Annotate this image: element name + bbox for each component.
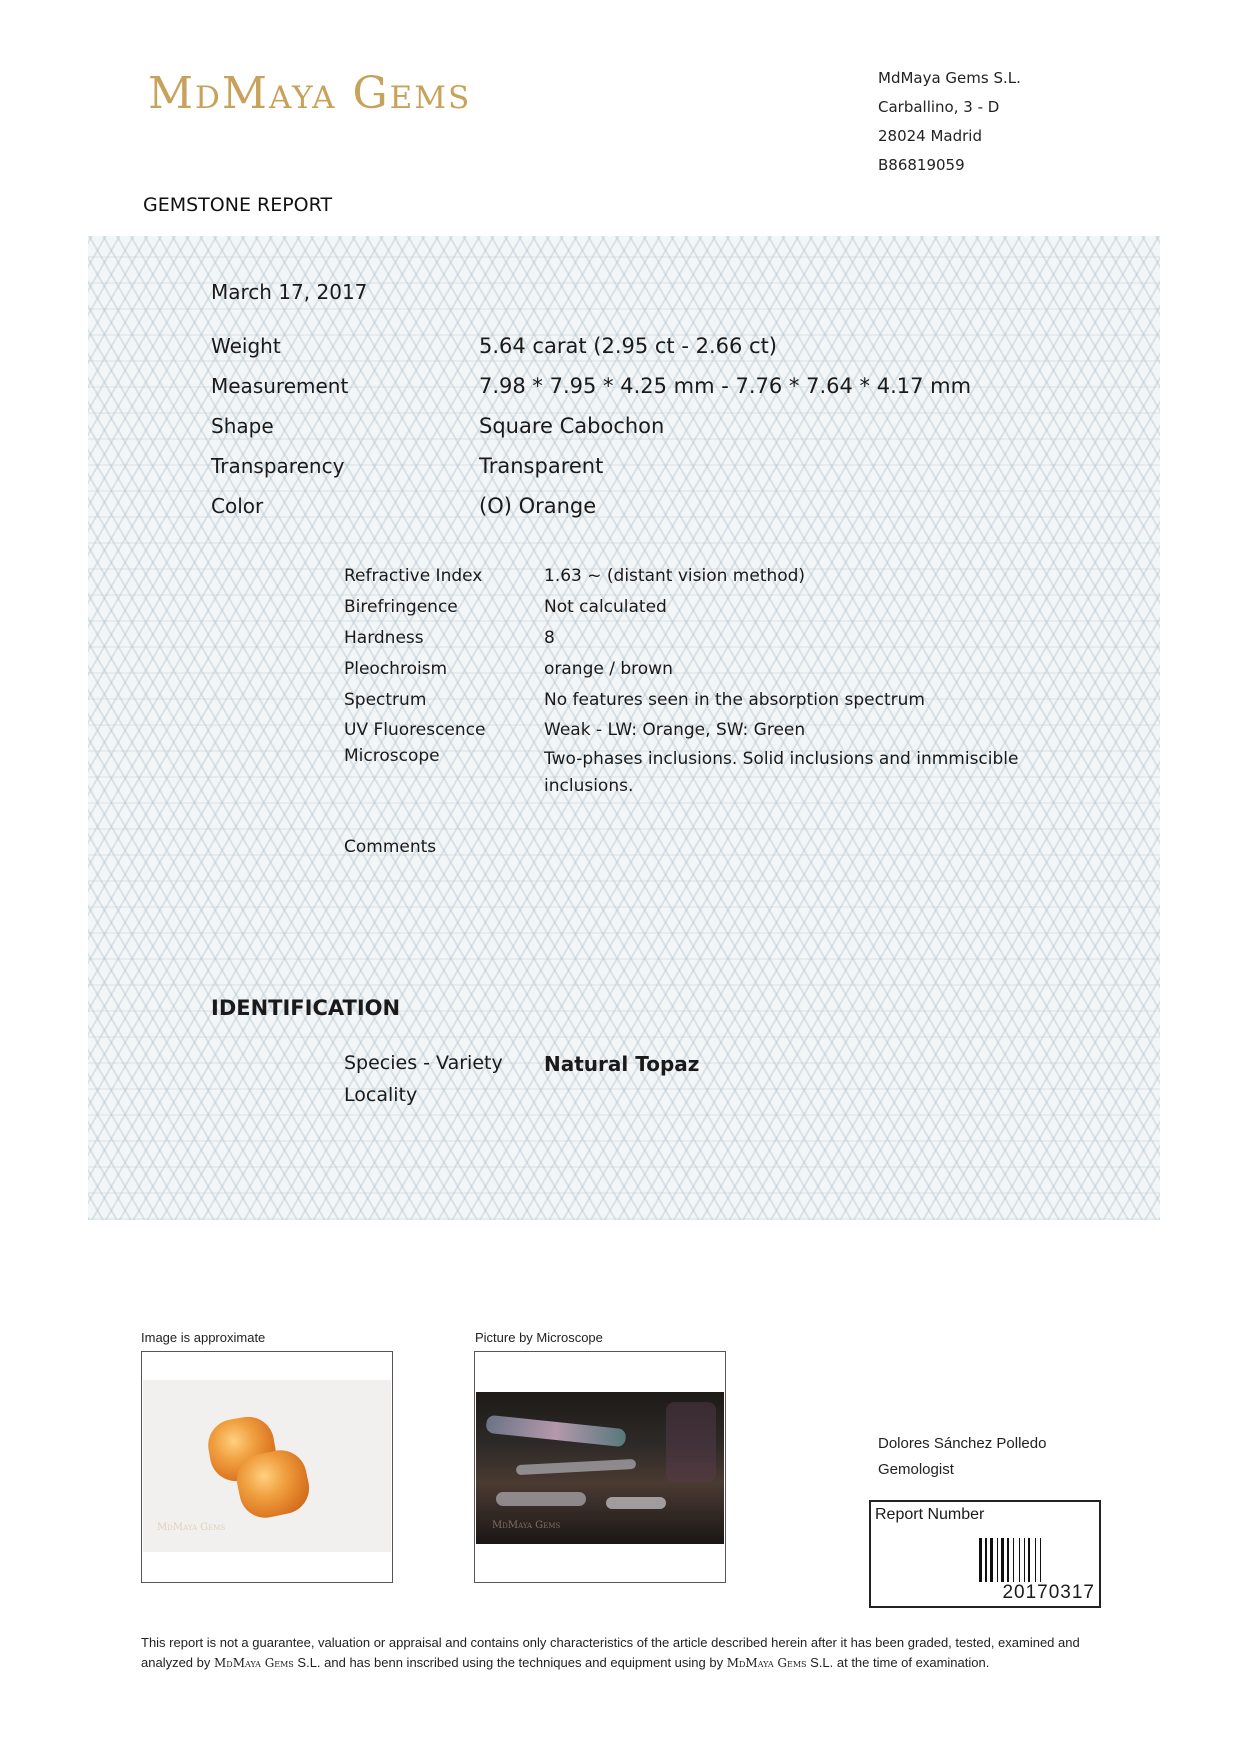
color-value: (O) Orange (479, 494, 597, 518)
microscope-photo (476, 1392, 724, 1544)
report-title: GEMSTONE REPORT (143, 194, 333, 216)
color-label: Color (211, 494, 264, 518)
measurement-label: Measurement (211, 374, 349, 398)
barcode-bar (1028, 1538, 1030, 1582)
barcode-bar (1040, 1538, 1041, 1582)
barcode-bar (1007, 1538, 1009, 1582)
pleochroism-value: orange / brown (544, 659, 673, 679)
barcode-bar (1024, 1538, 1025, 1582)
disclaimer-brand-2: MdMaya Gems (726, 1656, 807, 1670)
barcode (979, 1538, 1093, 1582)
disclaimer (141, 1633, 1101, 1673)
disclaimer-text-2: S.L. and has benn inscribed using the techniques and equipment using by (293, 1655, 727, 1670)
photo-watermark: MdMaya Gems (157, 1522, 226, 1533)
company-logo: MdMaya Gems (148, 68, 472, 119)
company-address (878, 64, 1021, 180)
inclusion-streak (516, 1459, 636, 1475)
disclaimer-brand-1: MdMaya Gems (214, 1656, 294, 1670)
birefringence-value: Not calculated (544, 597, 667, 617)
address-line-city: 28024 Madrid (878, 127, 982, 145)
spectrum-value: No features seen in the absorption spectrum (544, 690, 925, 710)
uv-fluorescence-label: UV Fluorescence (344, 720, 486, 740)
signer-block (878, 1431, 1046, 1483)
address-line-tax-id: B86819059 (878, 156, 965, 174)
hardness-label: Hardness (344, 628, 424, 648)
microscope-photo-frame (474, 1351, 726, 1583)
barcode-bar (997, 1538, 998, 1582)
report-number-box (869, 1500, 1101, 1608)
spectrum-label: Spectrum (344, 690, 427, 710)
pleochroism-label: Pleochroism (344, 659, 448, 679)
comments-label: Comments (344, 837, 437, 857)
species-label: Species - Variety (344, 1052, 503, 1074)
transparency-label: Transparency (211, 454, 345, 478)
inclusion-shadow (666, 1402, 716, 1482)
inclusion-streak (496, 1492, 586, 1506)
barcode-bar (1001, 1538, 1004, 1582)
photo-watermark: MdMaya Gems (492, 1520, 561, 1531)
measurement-value: 7.98 * 7.95 * 4.25 mm - 7.76 * 7.64 * 4.17 mm (479, 374, 972, 398)
signer-title: Gemologist (878, 1461, 954, 1478)
report-number-value: 20170317 (1002, 1582, 1095, 1603)
barcode-bar (1019, 1538, 1020, 1582)
identification-heading: IDENTIFICATION (211, 996, 401, 1020)
disclaimer-text-1: This report is not a guarantee, valuation or appraisal and contains only characteristics of the article described herein after it has been graded, tested, examined and analyzed by (141, 1635, 1080, 1670)
refractive-index-label: Refractive Index (344, 566, 483, 586)
barcode-bar (979, 1538, 982, 1582)
weight-label: Weight (211, 334, 281, 358)
transparency-value: Transparent (479, 454, 604, 478)
gemstone-photo-frame (141, 1351, 393, 1583)
disclaimer-text-3: S.L. at the time of examination. (806, 1655, 990, 1670)
locality-label: Locality (344, 1084, 418, 1106)
uv-fluorescence-value: Weak - LW: Orange, SW: Green (544, 720, 806, 740)
microscope-value: Two-phases inclusions. Solid inclusions and inmmiscible inclusions. (544, 749, 1019, 796)
hardness-value: 8 (544, 628, 555, 648)
microscope-image-caption: Picture by Microscope (475, 1330, 603, 1345)
report-date: March 17, 2017 (211, 280, 368, 304)
inclusion-streak (606, 1497, 666, 1509)
barcode-bar (1013, 1538, 1014, 1582)
address-line-street: Carballino, 3 - D (878, 98, 1000, 116)
report-body (88, 236, 1160, 1220)
species-value: Natural Topaz (544, 1052, 700, 1076)
barcode-bar (985, 1538, 987, 1582)
signer-name: Dolores Sánchez Polledo (878, 1435, 1047, 1452)
microscope-label: Microscope (344, 746, 440, 766)
gemstone-photo (143, 1380, 391, 1552)
shape-value: Square Cabochon (479, 414, 665, 438)
address-line-company: MdMaya Gems S.L. (878, 69, 1021, 87)
inclusion-streak (485, 1415, 626, 1448)
barcode-bar (1035, 1538, 1036, 1582)
birefringence-label: Birefringence (344, 597, 458, 617)
approx-image-caption: Image is approximate (141, 1330, 266, 1345)
report-number-label: Report Number (875, 1506, 985, 1523)
weight-value: 5.64 carat (2.95 ct - 2.66 ct) (479, 334, 777, 358)
refractive-index-value: 1.63 ~ (distant vision method) (544, 566, 806, 586)
barcode-bar (990, 1538, 993, 1582)
shape-label: Shape (211, 414, 274, 438)
